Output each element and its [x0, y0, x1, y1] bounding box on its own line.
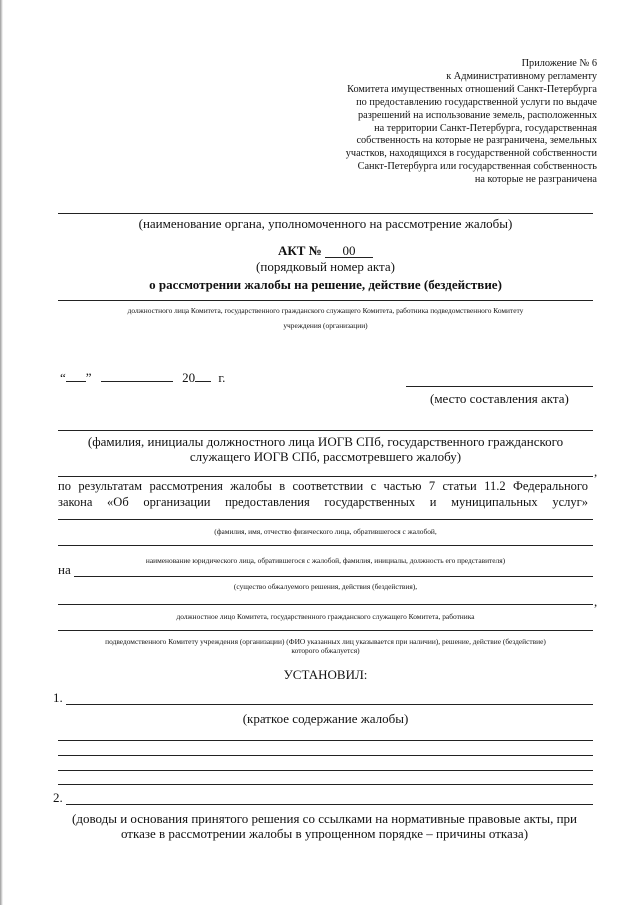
place-caption: (место составления акта) [430, 391, 569, 406]
item-2-number: 2. [53, 790, 63, 805]
reviewer-caption: (фамилия, инициалы должностного лица ИОГВ СПб, государственного гражданского служащего ИОГВ СПб, рассмотревшего жалобу) [87, 434, 564, 464]
date-row [60, 370, 320, 388]
official-line-2 [58, 604, 593, 605]
day-field[interactable] [66, 381, 86, 382]
official-caption-5: которого обжалуется) [291, 646, 360, 655]
date-open-quote: “ [60, 370, 66, 385]
act-subject: о рассмотрении жалобы на решение, действие (бездействие) [149, 277, 502, 292]
summary-line-4[interactable] [58, 784, 593, 785]
appendix-line: собственность на которые не разграничена, земельных [356, 135, 597, 147]
appendix-line: на которые не разграничена [474, 174, 597, 186]
act-prefix: АКТ № [277, 243, 322, 258]
appendix-line: к Административному регламенту [446, 70, 597, 82]
summary-line-3[interactable] [58, 770, 593, 771]
year-field[interactable] [195, 381, 211, 382]
reviewer-line-2 [58, 476, 593, 477]
official-line [58, 300, 593, 301]
summary-line-1[interactable] [58, 740, 593, 741]
item-2-line[interactable] [66, 804, 593, 805]
official-line-3 [58, 630, 593, 631]
official-caption-4: подведомственного Комитету учреждения (организации) (ФИО указанных лиц указывается при наличии), решение, действие (бездействие) [105, 637, 546, 646]
official-caption-2: учреждения (организации) [283, 321, 368, 330]
grounds-caption: (доводы и основания принятого решения со ссылками на нормативные правовые акты, при отказе в рассмотрении жалобы в упрощенном порядке – причины отказа) [72, 811, 577, 841]
date-close-quote: ” [85, 370, 92, 385]
act-number-caption: (порядковый номер акта) [256, 259, 395, 274]
scan-edge [0, 0, 3, 905]
review-text-1: по результатам рассмотрения жалобы в соответствии с частью 7 статьи 11.2 Федерального [58, 479, 588, 493]
individual-line [58, 519, 593, 520]
appendix-line: Приложение № 6 [521, 58, 597, 69]
appendix-line: по предоставлению государственной услуги по выдаче [356, 96, 597, 108]
official-caption-1: должностного лица Комитета, государственного гражданского служащего Комитета, работника подведомственного Комитету [127, 306, 524, 315]
comma-2: , [594, 594, 598, 609]
year-prefix: 20 [182, 370, 196, 385]
organ-name-line [58, 213, 593, 214]
organ-caption: (наименование органа, уполномоченного на рассмотрение жалобы) [138, 216, 513, 231]
summary-line-2[interactable] [58, 755, 593, 756]
year-suffix: г. [218, 370, 226, 385]
appendix-line: участков, находящихся в государственной собственности [345, 148, 597, 160]
legal-line [58, 545, 593, 546]
essence-line [74, 576, 593, 577]
month-field[interactable] [101, 381, 173, 382]
appendix-line: Санкт-Петербурга или государственная собственность [357, 161, 597, 173]
item-1-number: 1. [53, 690, 63, 705]
appendix-line: разрешений на использование земель, расположенных [357, 109, 597, 121]
comma-1: , [594, 464, 598, 479]
reviewer-line [58, 430, 593, 431]
individual-caption: (фамилия, имя, отчество физического лица, обратившегося с жалобой, [214, 527, 437, 536]
on-label: на [58, 562, 71, 577]
appendix-line: Комитета имущественных отношений Санкт-Петербурга [347, 83, 597, 95]
legal-caption: наименование юридического лица, обратившегося с жалобой, фамилия, инициалы, должность его представителя) [145, 556, 506, 565]
appendix-line: на территории Санкт-Петербурга, государственная [374, 122, 597, 134]
review-text-2: закона «Об организации предоставления государственных и муниципальных услуг» [58, 495, 588, 509]
summary-caption: (краткое содержание жалобы) [242, 711, 409, 726]
act-number: 00 [325, 244, 373, 258]
essence-caption: (существо обжалуемого решения, действия (бездействия), [233, 582, 418, 591]
appendix-block [297, 58, 597, 187]
established-heading: УСТАНОВИЛ: [283, 667, 368, 682]
place-line [406, 386, 593, 387]
official-caption-3: должностное лицо Комитета, государственного гражданского служащего Комитета, работника [176, 612, 475, 621]
act-title [58, 243, 593, 259]
item-1-line[interactable] [66, 704, 593, 705]
